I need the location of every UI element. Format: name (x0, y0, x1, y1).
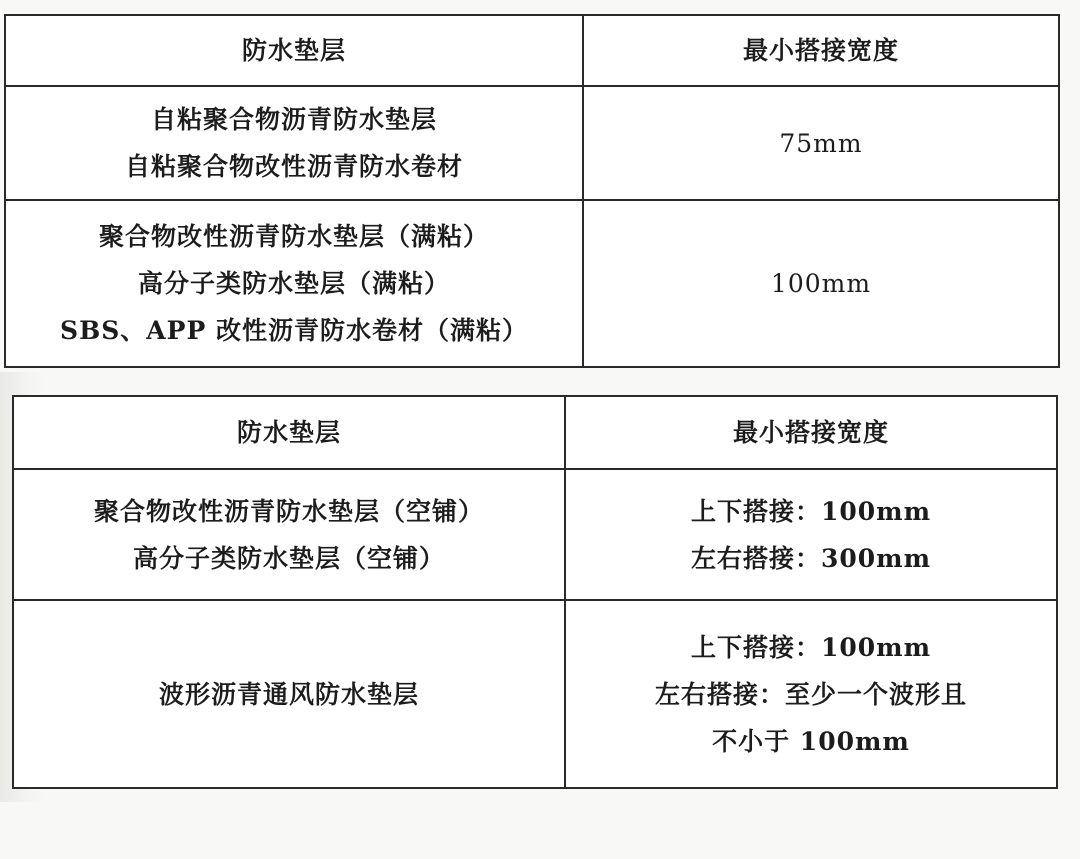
overlap-width-table-bonded (4, 14, 1060, 368)
material-cell (5, 86, 583, 200)
width-cell (565, 469, 1057, 600)
width-cell (565, 600, 1057, 788)
header-material: 防水垫层 (13, 396, 565, 469)
material-line: 聚合物改性沥青防水垫层（满粘） (98, 222, 489, 251)
material-line: 波形沥青通风防水垫层 (158, 679, 419, 709)
width-value: 100mm (770, 269, 872, 298)
width-value: 左右搭接：300mm (690, 543, 932, 573)
material-line: 聚合物改性沥青防水垫层（空铺） (93, 496, 484, 526)
overlap-width-table-loose-laid (12, 395, 1058, 789)
table-row (5, 86, 1059, 200)
width-value: 上下搭接：100mm (690, 632, 932, 662)
width-value: 上下搭接：100mm (690, 496, 932, 526)
table-header-row (13, 396, 1057, 469)
header-min-overlap-width: 最小搭接宽度 (583, 15, 1059, 86)
material-line: 自粘聚合物沥青防水垫层 (150, 105, 437, 134)
material-cell (13, 600, 565, 788)
width-value: 左右搭接：至少一个波形且 (654, 679, 967, 709)
material-cell (13, 469, 565, 600)
header-min-overlap-width: 最小搭接宽度 (565, 396, 1057, 469)
material-line: 高分子类防水垫层（满粘） (137, 269, 450, 298)
material-cell (5, 200, 583, 367)
width-value: 75mm (779, 128, 863, 158)
material-line: SBS、APP 改性沥青防水卷材（满粘） (60, 316, 528, 345)
table-header-row (5, 15, 1059, 86)
table-row (13, 469, 1057, 600)
header-material: 防水垫层 (5, 15, 583, 86)
table-row (13, 600, 1057, 788)
material-line: 高分子类防水垫层（空铺） (132, 543, 445, 573)
width-cell (583, 86, 1059, 200)
width-value: 不小于 100mm (712, 726, 910, 756)
material-line: 自粘聚合物改性沥青防水卷材 (124, 152, 463, 181)
table-row (5, 200, 1059, 367)
width-cell (583, 200, 1059, 367)
